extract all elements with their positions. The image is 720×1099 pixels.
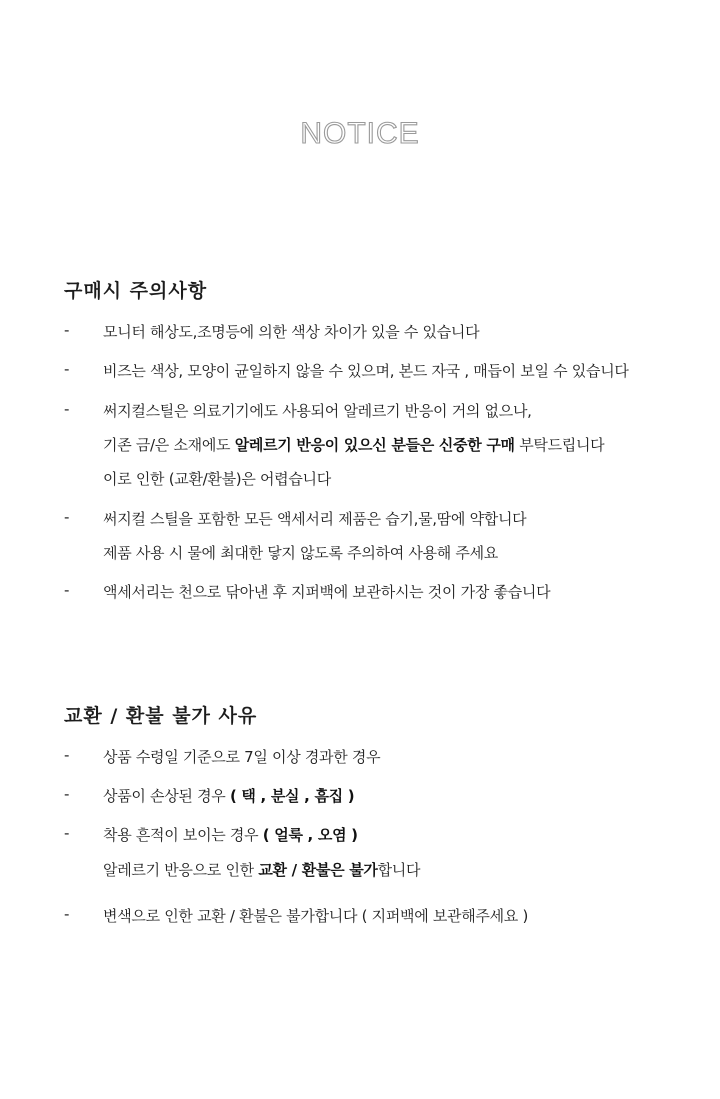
emphasis-text: 알레르기 반응이 있으신 분들은 신중한 구매	[234, 436, 515, 454]
caution-item-text	[103, 434, 604, 455]
caution-item-text: 써지컬 스틸을 포함한 모든 액세서리 제품은 습기,물,땀에 약합니다	[103, 510, 527, 528]
caution-item-text: 액세서리는 천으로 닦아낸 후 지퍼백에 보관하시는 것이 가장 좋습니다	[103, 583, 551, 601]
bullet-dash: -	[64, 824, 70, 842]
caution-section-title: 구매시 주의사항	[64, 280, 208, 302]
emphasis-text: ( 얼룩 , 오염 )	[262, 826, 358, 844]
bullet-dash: -	[64, 321, 70, 339]
exchange-item-text	[103, 824, 358, 845]
notice-heading: NOTICE	[300, 117, 420, 150]
exchange-item-text	[103, 859, 420, 880]
bullet-dash: -	[64, 785, 70, 803]
bullet-dash: -	[64, 400, 70, 418]
emphasis-text: 교환 / 환불은 불가	[258, 861, 378, 879]
exchange-item-text: 변색으로 인한 교환 / 환불은 불가합니다 ( 지퍼백에 보관해주세요 )	[103, 907, 529, 925]
bullet-dash: -	[64, 746, 70, 764]
plain-text: 알레르기 반응으로 인한	[103, 861, 259, 879]
plain-text: 합니다	[377, 861, 421, 879]
bullet-dash: -	[64, 360, 70, 378]
plain-text: 상품이 손상된 경우	[103, 787, 230, 805]
caution-item-text: 모니터 해상도,조명등에 의한 색상 차이가 있을 수 있습니다	[103, 323, 480, 341]
emphasis-text: ( 택 , 분실 , 흠집 )	[229, 787, 355, 805]
caution-item-text: 써지컬스틸은 의료기기에도 사용되어 알레르기 반응이 거의 없으나,	[103, 402, 532, 420]
bullet-dash: -	[64, 905, 70, 923]
plain-text: 착용 흔적이 보이는 경우	[103, 826, 263, 844]
exchange-item-text	[103, 785, 354, 806]
exchange-section-title: 교환 / 환불 불가 사유	[64, 705, 258, 727]
bullet-dash: -	[64, 508, 70, 526]
caution-item-text: 비즈는 색상, 모양이 균일하지 않을 수 있으며, 본드 자국 , 매듭이 보일 수 있습니다	[103, 362, 629, 380]
plain-text: 부탁드립니다	[514, 436, 605, 454]
exchange-item-text: 상품 수령일 기준으로 7일 이상 경과한 경우	[103, 748, 381, 766]
plain-text: 기존 금/은 소재에도	[103, 436, 235, 454]
bullet-dash: -	[64, 581, 70, 599]
caution-item-text: 제품 사용 시 물에 최대한 닿지 않도록 주의하여 사용해 주세요	[103, 544, 498, 562]
caution-item-text: 이로 인한 (교환/환불)은 어렵습니다	[103, 470, 331, 488]
